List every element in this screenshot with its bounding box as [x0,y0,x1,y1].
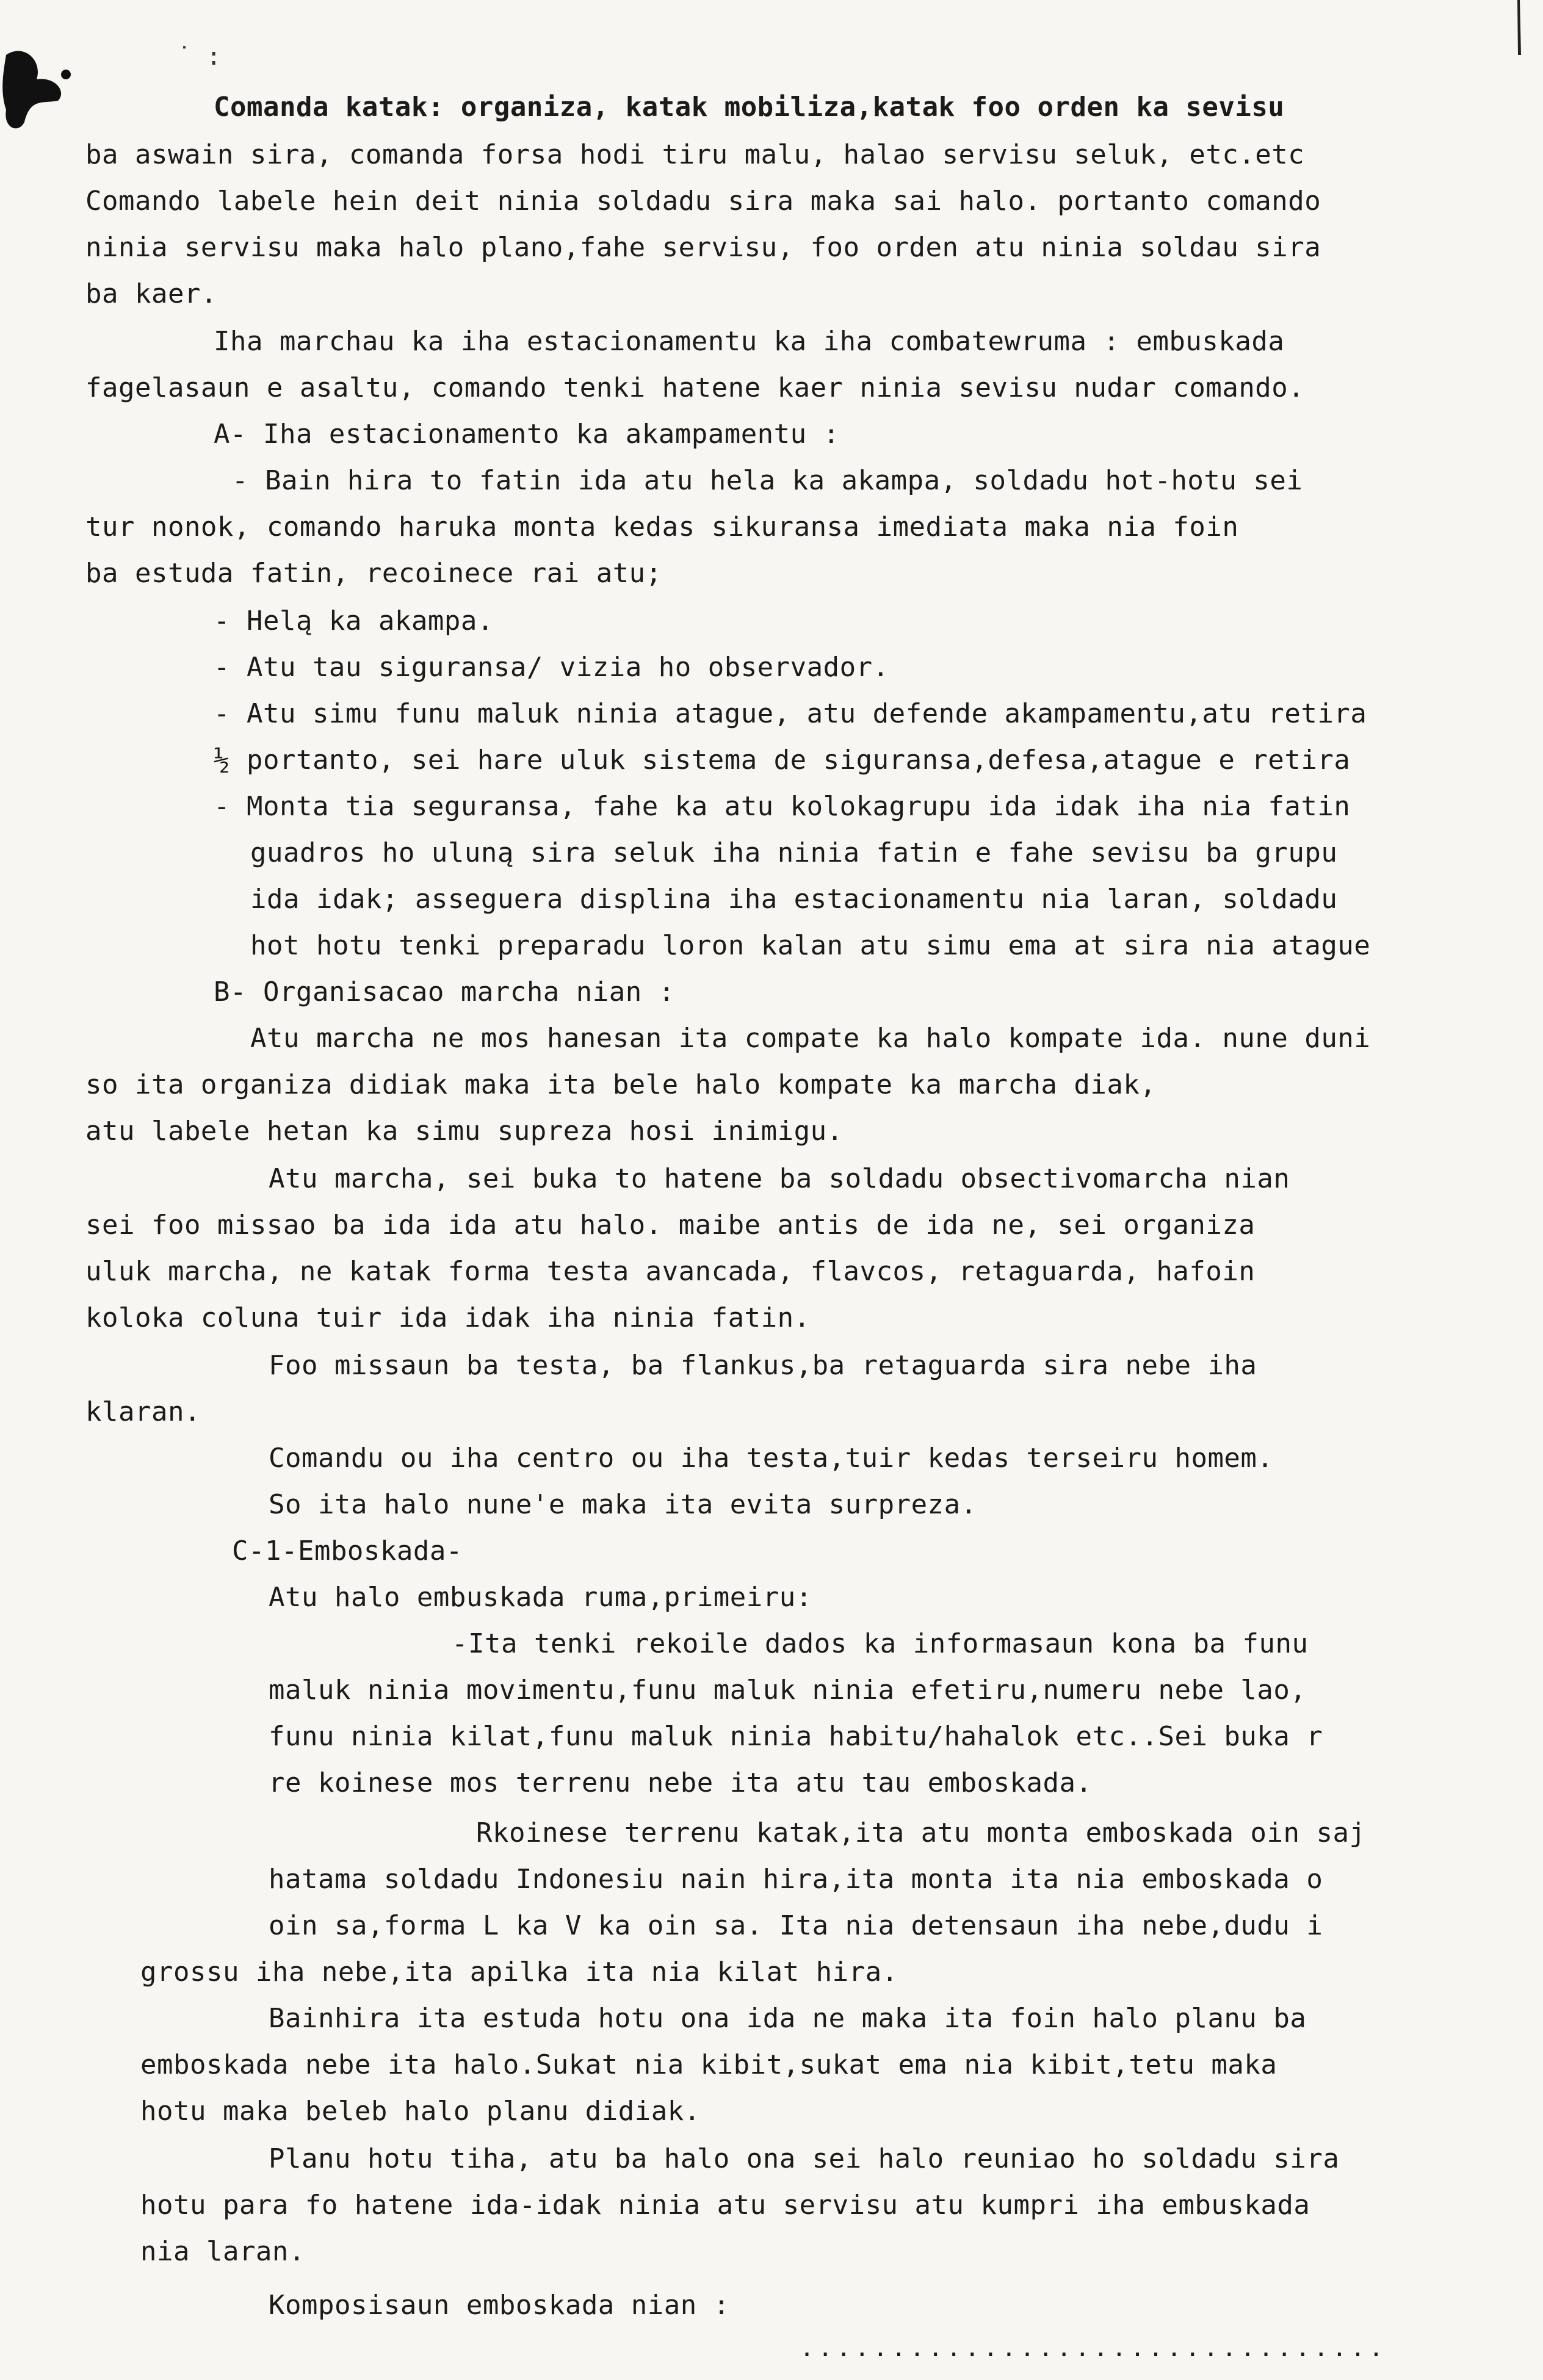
list-item: - Atu tau siguransa/ vizia ho observador. [214,652,889,683]
text-line: ida idak; asseguera displina iha estacionamentu nia laran, soldadu [250,884,1338,915]
text-line: koloka coluna tuir ida idak iha ninia fatin. [85,1302,811,1333]
text-line: tur nonok, comando haruka monta kedas sikuransa imediata maka nia foin [85,511,1239,543]
text-line: funu ninia kilat,funu maluk ninia habitu/hahalok etc..Sei buka r [269,1721,1323,1752]
text-line: so ita organiza didiak maka ita bele halo kompate ka marcha diak, [85,1069,1157,1100]
section-heading: B- Organisacao marcha nian : [214,976,675,1008]
text-line: So ita halo nune'e maka ita evita surpreza. [269,1489,977,1520]
list-item: ½ portanto, sei hare uluk sistema de siguransa,defesa,atague e retira [214,745,1351,776]
text-line: Iha marchau ka iha estacionamentu ka iha combatewruma : embuskada [214,326,1285,357]
text-line: -Ita tenki rekoile dados ka informasaun kona ba funu [452,1628,1309,1659]
text-line: emboskada nebe ita halo.Sukat nia kibit,sukat ema nia kibit,tetu maka [140,2049,1277,2080]
list-item: - Monta tia seguransa, fahe ka atu kolokagrupu ida idak iha nia fatin [214,791,1351,822]
text-line: Atu halo embuskada ruma,primeiru: [269,1582,812,1613]
section-heading: A- Iha estacionamento ka akampamentu : [214,419,840,450]
text-line: guadros ho uluną sira seluk iha ninia fatin e fahe sevisu ba grupu [250,837,1338,868]
text-line: Foo missaun ba testa, ba flankus,ba retaguarda sira nebe iha [269,1350,1257,1381]
list-item: - Helą ka akampa. [214,605,494,636]
stray-ink-marks: ˙ : [177,43,222,71]
text-line: maluk ninia movimentu,funu maluk ninia efetiru,numeru nebe lao, [269,1675,1307,1706]
text-line: klaran. [85,1396,201,1427]
text-line: hot hotu tenki preparadu loron kalan atu simu ema at sira nia atague [250,930,1371,961]
text-line: hotu para fo hatene ida-idak ninia atu servisu atu kumpri iha embuskada [140,2190,1310,2221]
text-line: fagelasaun e asaltu, comando tenki hatene kaer ninia sevisu nudar comando. [85,372,1305,403]
text-line: ba aswain sira, comanda forsa hodi tiru malu, halao servisu seluk, etc.etc [85,139,1305,170]
text-line: re koinese mos terrenu nebe ita atu tau emboskada. [269,1767,1093,1798]
text-line: Comanda katak: organiza, katak mobiliza,katak foo orden ka sevisu [214,92,1285,123]
text-line: grossu iha nebe,ita apilka ita nia kilat hira. [140,1956,898,1988]
text-line: Atu marcha, sei buka to hatene ba soldadu obsectivomarcha nian [269,1163,1290,1194]
text-line: ba estuda fatin, recoinece rai atu; [85,558,662,589]
text-line: hotu maka beleb halo planu didiak. [140,2096,701,2127]
ink-blot-mark [0,43,73,134]
text-line: hatama soldadu Indonesiu nain hira,ita monta ita nia emboskada o [269,1864,1323,1895]
trailing-dots: ................................ [800,2334,1387,2362]
corner-ink-mark [1512,0,1525,55]
text-line: ninia servisu maka halo plano,fahe servisu, foo orden atu ninia soldau sira [85,232,1321,263]
text-line: Planu hotu tiha, atu ba halo ona sei halo reuniao ho soldadu sira [269,2143,1340,2174]
text-line: Rkoinese terrenu katak,ita atu monta emboskada oin saj [476,1817,1366,1848]
text-line: sei foo missao ba ida ida atu halo. maibe antis de ida ne, sei organiza [85,1210,1256,1241]
text-line: Atu marcha ne mos hanesan ita compate ka halo kompate ida. nune duni [250,1023,1371,1054]
text-line: Bainhira ita estuda hotu ona ida ne maka ita foin halo planu ba [269,2003,1307,2034]
text-line: Comandu ou iha centro ou iha testa,tuir kedas terseiru homem. [269,1443,1274,1474]
text-line: nia laran. [140,2236,305,2267]
text-line: Comando labele hein deit ninia soldadu sira maka sai halo. portanto comando [85,186,1321,217]
section-heading: C-1-Emboskada- [232,1535,463,1567]
section-heading: Komposisaun emboskada nian : [269,2290,730,2321]
list-item: - Atu simu funu maluk ninia atague, atu defende akampamentu,atu retira [214,698,1367,729]
text-line: atu labele hetan ka simu supreza hosi inimigu. [85,1116,844,1147]
text-line: oin sa,forma L ka V ka oin sa. Ita nia detensaun iha nebe,dudu i [269,1910,1323,1941]
text-line: ba kaer. [85,278,217,309]
text-line: uluk marcha, ne katak forma testa avancada, flavcos, retaguarda, hafoin [85,1256,1256,1287]
text-line: - Bain hira to fatin ida atu hela ka akampa, soldadu hot-hotu sei [232,465,1303,496]
